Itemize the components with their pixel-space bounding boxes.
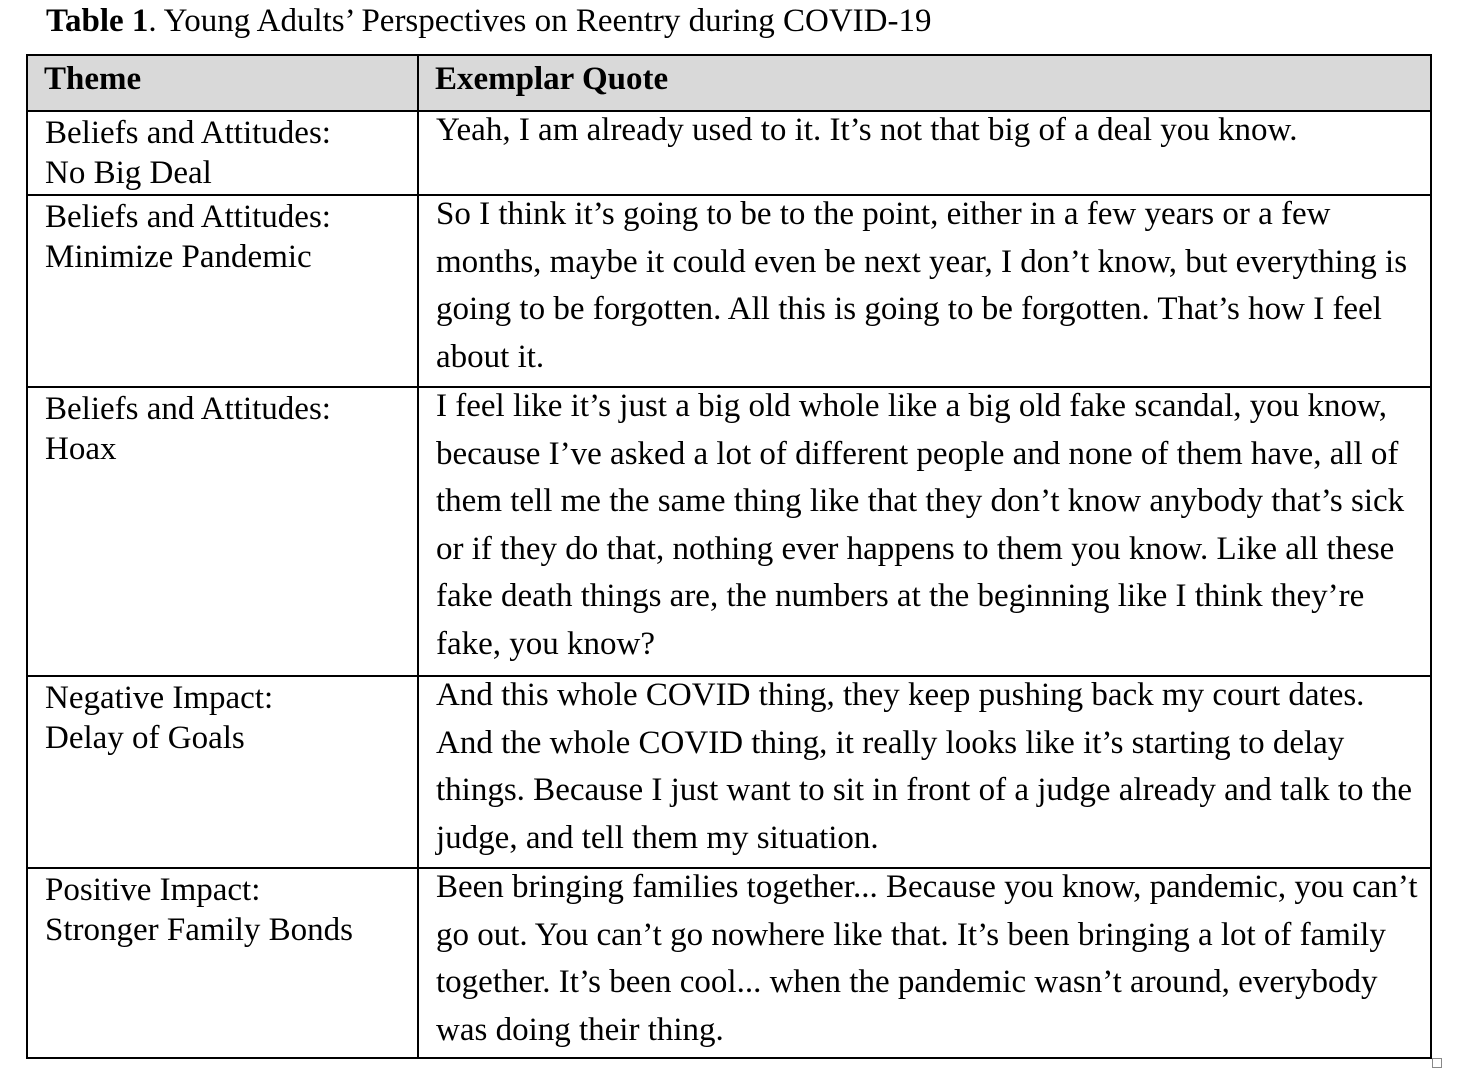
theme-cell (27, 676, 418, 868)
quote-cell (418, 387, 1431, 676)
theme-subtheme: Minimize Pandemic (45, 239, 312, 275)
table-caption (46, 0, 932, 42)
column-header-theme-label: Theme (44, 61, 142, 97)
quote-cell (418, 868, 1431, 1058)
exemplar-quote: And this whole COVID thing, they keep pushing back my court dates. And the whole COVID thing, it really looks like it’s starting to delay things. Because I just want to sit in front of a judge already and talk to the judge, and tell them my situation. (436, 677, 1413, 856)
theme-subtheme: Hoax (45, 431, 117, 467)
quote-cell (418, 676, 1431, 868)
column-header-quote (418, 55, 1431, 111)
exemplar-quote: So I think it’s going to be to the point, either in a few years or a few months, maybe it could even be next year, I don’t know, but everything is going to be forgotten. All this is going to be forgotten. That’s how I feel about it. (436, 196, 1408, 375)
theme-subtheme: Stronger Family Bonds (45, 912, 354, 948)
table-caption-label: Table 1 (46, 3, 149, 39)
theme-subtheme: No Big Deal (45, 155, 212, 191)
theme-cell (27, 195, 418, 387)
table-caption-text: . Young Adults’ Perspectives on Reentry during COVID-19 (148, 3, 932, 39)
table-row (27, 111, 1431, 195)
exemplar-quote: Yeah, I am already used to it. It’s not that big of a deal you know. (436, 112, 1298, 148)
table-row (27, 868, 1431, 1058)
quote-cell (418, 195, 1431, 387)
column-header-quote-label: Exemplar Quote (435, 61, 669, 97)
exemplar-quote: Been bringing families together... Because you know, pandemic, you can’t go out. You can’t go nowhere like that. It’s been bringing a lot of family together. It’s been cool... when the pandemic wasn’t around, everybody was doing their thing. (436, 869, 1418, 1048)
quote-cell (418, 111, 1431, 195)
theme-cell (27, 111, 418, 195)
theme-category: Beliefs and Attitudes: (45, 391, 331, 427)
theme-category: Positive Impact: (45, 872, 261, 908)
exemplar-quote: I feel like it’s just a big old whole like a big old fake scandal, you know, because I’ve asked a lot of different people and none of them have, all of them tell me the same thing like that they don’t know anybody that’s sick or if they do that, nothing ever happens to them you know. Like all these fake death things are, the numbers at the beginning like I think they’re fake, you know? (436, 388, 1405, 662)
theme-cell (27, 868, 418, 1058)
table-resize-handle[interactable] (1432, 1058, 1442, 1068)
table-row (27, 195, 1431, 387)
theme-cell (27, 387, 418, 676)
theme-category: Beliefs and Attitudes: (45, 115, 331, 151)
table-header-row (27, 55, 1431, 111)
table-row (27, 676, 1431, 868)
theme-category: Negative Impact: (45, 680, 274, 716)
theme-category: Beliefs and Attitudes: (45, 199, 331, 235)
theme-subtheme: Delay of Goals (45, 720, 245, 756)
themes-table (26, 54, 1432, 1059)
column-header-theme (27, 55, 418, 111)
table-row (27, 387, 1431, 676)
